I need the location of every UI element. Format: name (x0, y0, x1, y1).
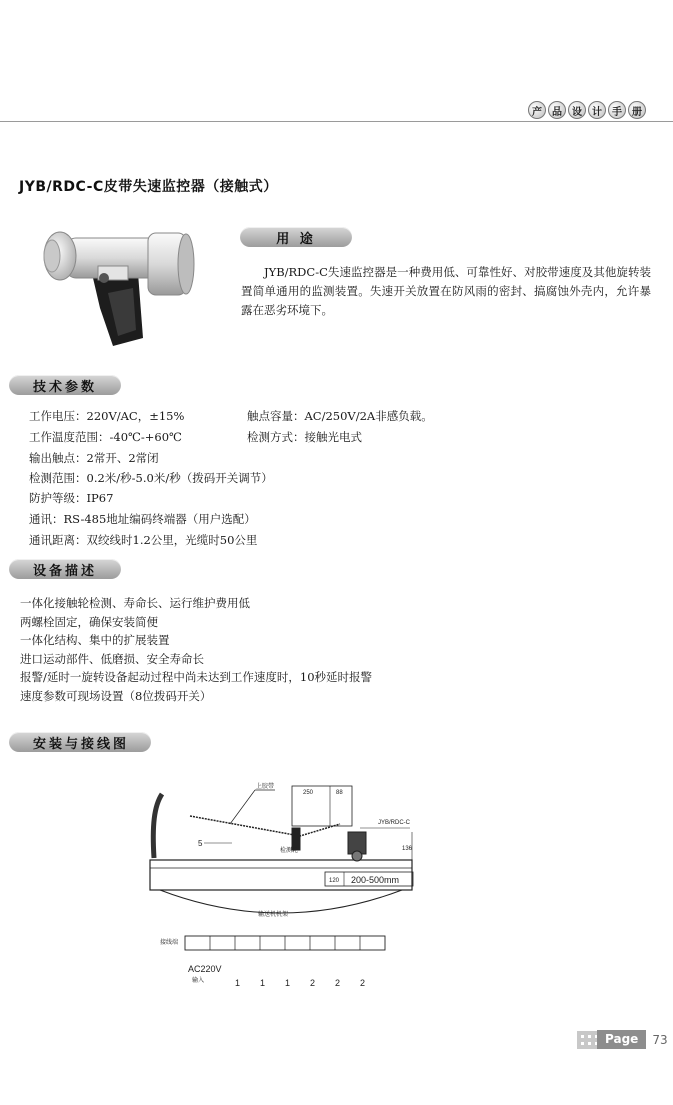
param-contact-capacity: 触点容量：AC/250V/2A非感负载。 (247, 409, 433, 423)
terminal-number: 2 (310, 978, 316, 988)
param-communication: 通讯：RS-485地址编码终端器（用户选配） (29, 512, 256, 526)
upper-belt-label: 上胶带 (256, 784, 275, 790)
header-divider (0, 121, 673, 122)
manual-tag: 设 (568, 101, 586, 119)
page-decoration (577, 1031, 597, 1049)
terminal-title: 接线端 (160, 940, 179, 946)
param-detection-range: 检测范围：0.2米/秒-5.0米/秒（拨码开关调节） (29, 471, 273, 485)
frame-note: 输送机机架 (258, 912, 289, 918)
terminal-number: 2 (335, 978, 341, 988)
section-heading-usage: 用 途 (240, 227, 352, 247)
manual-tag: 品 (548, 101, 566, 119)
manual-tag: 册 (628, 101, 646, 119)
param-detection-method: 检测方式：接触光电式 (247, 430, 362, 444)
param-protection-level: 防护等级：IP67 (29, 491, 114, 505)
manual-tag: 手 (608, 101, 626, 119)
sensor-wheel-label: 检测轮 (280, 848, 299, 854)
description-list (20, 594, 372, 705)
page-number: 73 (652, 1032, 668, 1047)
list-item: 进口运动部件、低磨损、安全寿命长 (20, 651, 204, 666)
power-label: AC220V (188, 964, 222, 974)
section-heading-params: 技术参数 (9, 375, 121, 395)
manual-tag-group (528, 101, 646, 119)
terminal-number: 2 (360, 978, 366, 988)
param-voltage: 工作电压：220V/AC，±15% (29, 409, 185, 423)
reference-label: 5 (198, 839, 203, 848)
dimension-label: 136 (402, 846, 413, 852)
param-output-contacts: 输出触点：2常开、2常闭 (29, 451, 159, 465)
dimension-box (292, 786, 352, 826)
dimension-label: 200-500mm (351, 875, 400, 885)
model-label: JYB/RDC-C (378, 820, 411, 826)
terminal-number: 1 (260, 978, 266, 988)
manual-tag: 产 (528, 101, 546, 119)
return-belt (160, 890, 402, 913)
product-photo (38, 218, 198, 353)
dimension-label: 120 (329, 878, 340, 884)
list-item: 报警/延时一旋转设备起动过程中尚未达到工作速度时，10秒延时报警 (20, 670, 373, 684)
param-comm-distance: 通讯距离：双绞线时1.2公里，光缆时50公里 (29, 533, 258, 547)
list-item: 一体化接触轮检测、寿命长、运行维护费用低 (20, 596, 250, 610)
dimension-label: 88 (336, 790, 343, 796)
manual-tag: 计 (588, 101, 606, 119)
list-item: 一体化结构、集中的扩展装置 (20, 633, 170, 647)
idler-roller (292, 828, 300, 850)
section-heading-install: 安装与接线图 (9, 732, 151, 752)
input-label: 输入 (192, 978, 205, 984)
frame-post (153, 794, 162, 858)
param-temperature: 工作温度范围：-40℃-+60℃ (29, 430, 182, 444)
terminal-number: 1 (235, 978, 241, 988)
list-item: 两螺栓固定，确保安装简便 (20, 614, 158, 629)
terminal-number: 1 (285, 978, 291, 988)
page-footer (577, 1030, 668, 1049)
section-heading-description: 设备描述 (9, 559, 121, 579)
page-title: JYB/RDC-C皮带失速监控器（接触式） (19, 179, 278, 195)
list-item: 速度参数可现场设置（8位拨码开关） (20, 688, 212, 703)
installation-diagram (140, 776, 420, 998)
page-label: Page (597, 1030, 646, 1049)
dimension-label: 250 (303, 790, 314, 796)
usage-paragraph: JYB/RDC-C失速监控器是一种费用低、可靠性好、对胶带速度及其他旋转装置简单通用的监测装置。失速开关放置在防风雨的密封、搞腐蚀外壳内，允许暴露在恶劣环境下。 (241, 265, 651, 317)
